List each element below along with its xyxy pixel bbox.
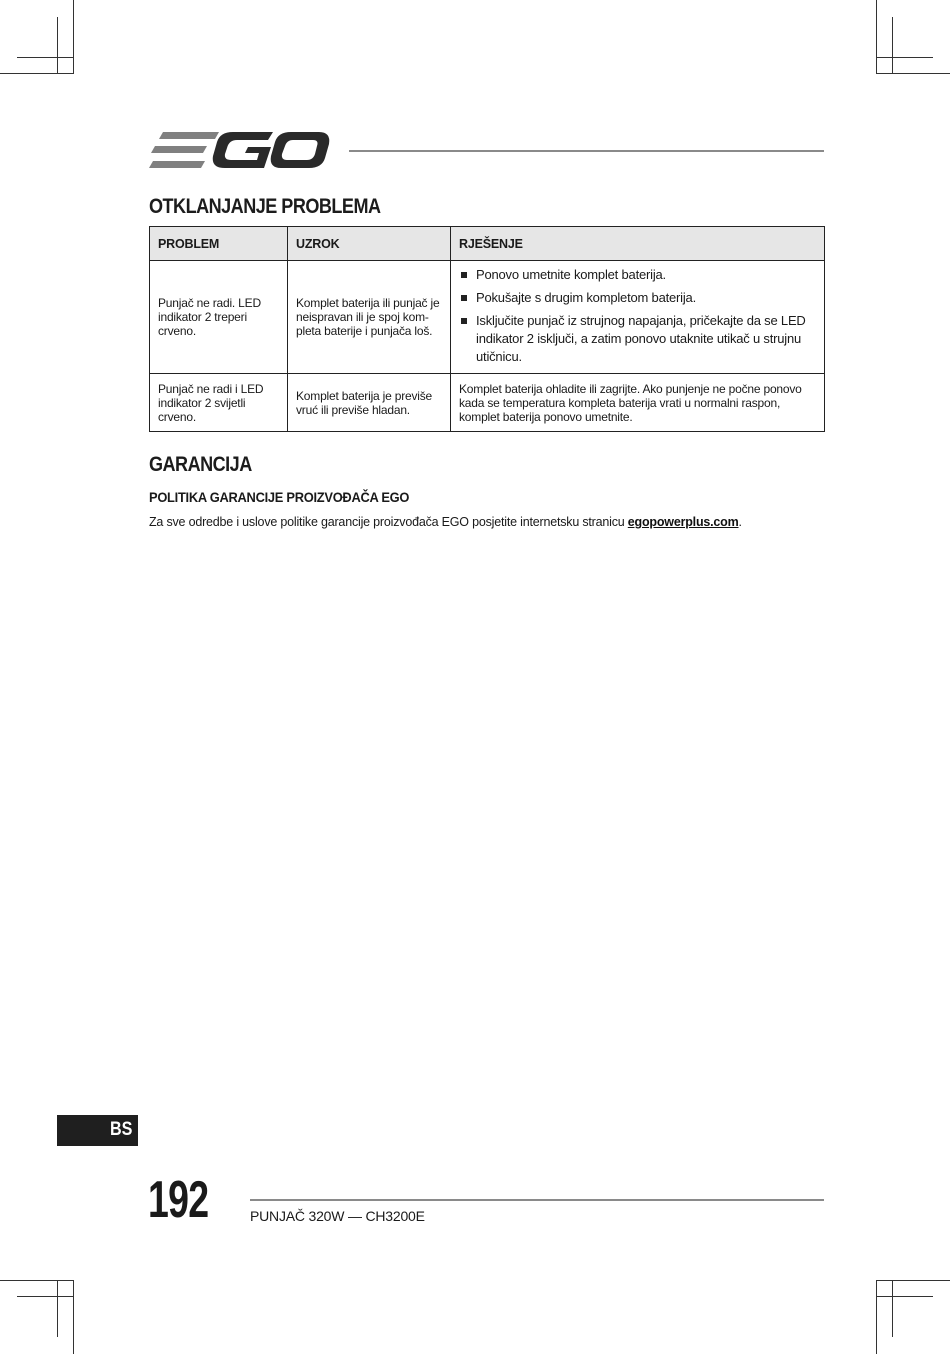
crop-mark [73, 1280, 74, 1354]
solution-cell: Komplet baterija ohladite ili zagrijte. Ako punjenje ne počne ponovo kada se temperatura kompleta baterija vrati u normalni raspon, komplet baterija ponovo umetnite. [451, 374, 825, 432]
section-title-warranty: GARANCIJA [149, 453, 252, 476]
language-code: BS [109, 1119, 132, 1140]
crop-mark [73, 0, 74, 74]
crop-mark [17, 1296, 74, 1297]
crop-mark [57, 1280, 58, 1337]
column-header-problem: PROBLEM [150, 227, 288, 261]
footer-rule [250, 1199, 824, 1201]
crop-mark [876, 1280, 877, 1354]
crop-mark [0, 73, 74, 74]
square-bullet-icon [461, 318, 467, 324]
language-tab [57, 1115, 138, 1146]
page-number: 192 [148, 1171, 209, 1229]
crop-mark [892, 17, 893, 74]
crop-mark [892, 1280, 893, 1337]
header-rule [349, 150, 824, 152]
ego-logo [149, 128, 331, 172]
solution-cell [451, 261, 825, 374]
warranty-link[interactable]: egopowerplus.com [627, 515, 739, 529]
table-row [150, 374, 825, 432]
problem-cell: Punjač ne radi i LED indikator 2 svijetli crveno. [150, 374, 288, 432]
crop-mark [876, 73, 950, 74]
section-title-troubleshooting: OTKLANJANJE PROBLEMA [149, 195, 381, 218]
crop-mark [876, 1280, 950, 1281]
table-header-row [150, 227, 825, 261]
solution-list [459, 266, 816, 366]
square-bullet-icon [461, 295, 467, 301]
solution-item: Pokušajte s drugim kompletom baterija. [459, 289, 816, 307]
warranty-subtitle: POLITIKA GARANCIJE PROIZVOĐAČA EGO [149, 489, 410, 505]
product-name: PUNJAČ 320W — CH3200E [250, 1208, 425, 1224]
solution-item: Isključite punjač iz strujnog napajanja, pričekajte da se LED indikator 2 isključi, a zatim ponovo utaknite utikač u strujnu utičnicu. [459, 312, 816, 366]
column-header-solution: RJEŠENJE [451, 227, 825, 261]
square-bullet-icon [461, 272, 467, 278]
cause-cell: Komplet baterija je previše vruć ili previše hladan. [288, 374, 451, 432]
crop-mark [876, 57, 933, 58]
solution-item: Ponovo umetnite komplet baterija. [459, 266, 816, 284]
column-header-cause: UZROK [288, 227, 451, 261]
problem-cell: Punjač ne radi. LED indikator 2 treperi crveno. [150, 261, 288, 374]
troubleshooting-table [149, 226, 825, 432]
crop-mark [876, 1296, 933, 1297]
table-row [150, 261, 825, 374]
crop-mark [0, 1280, 74, 1281]
crop-mark [17, 57, 74, 58]
crop-mark [876, 0, 877, 74]
crop-mark [57, 17, 58, 74]
warranty-paragraph: Za sve odredbe i uslove politike garancije proizvođača EGO posjetite internetsku stranicu egopowerplus.com. [149, 515, 742, 529]
cause-cell: Komplet baterija ili punjač je neispravan ili je spoj kom-pleta baterije i punjača loš. [288, 261, 451, 374]
